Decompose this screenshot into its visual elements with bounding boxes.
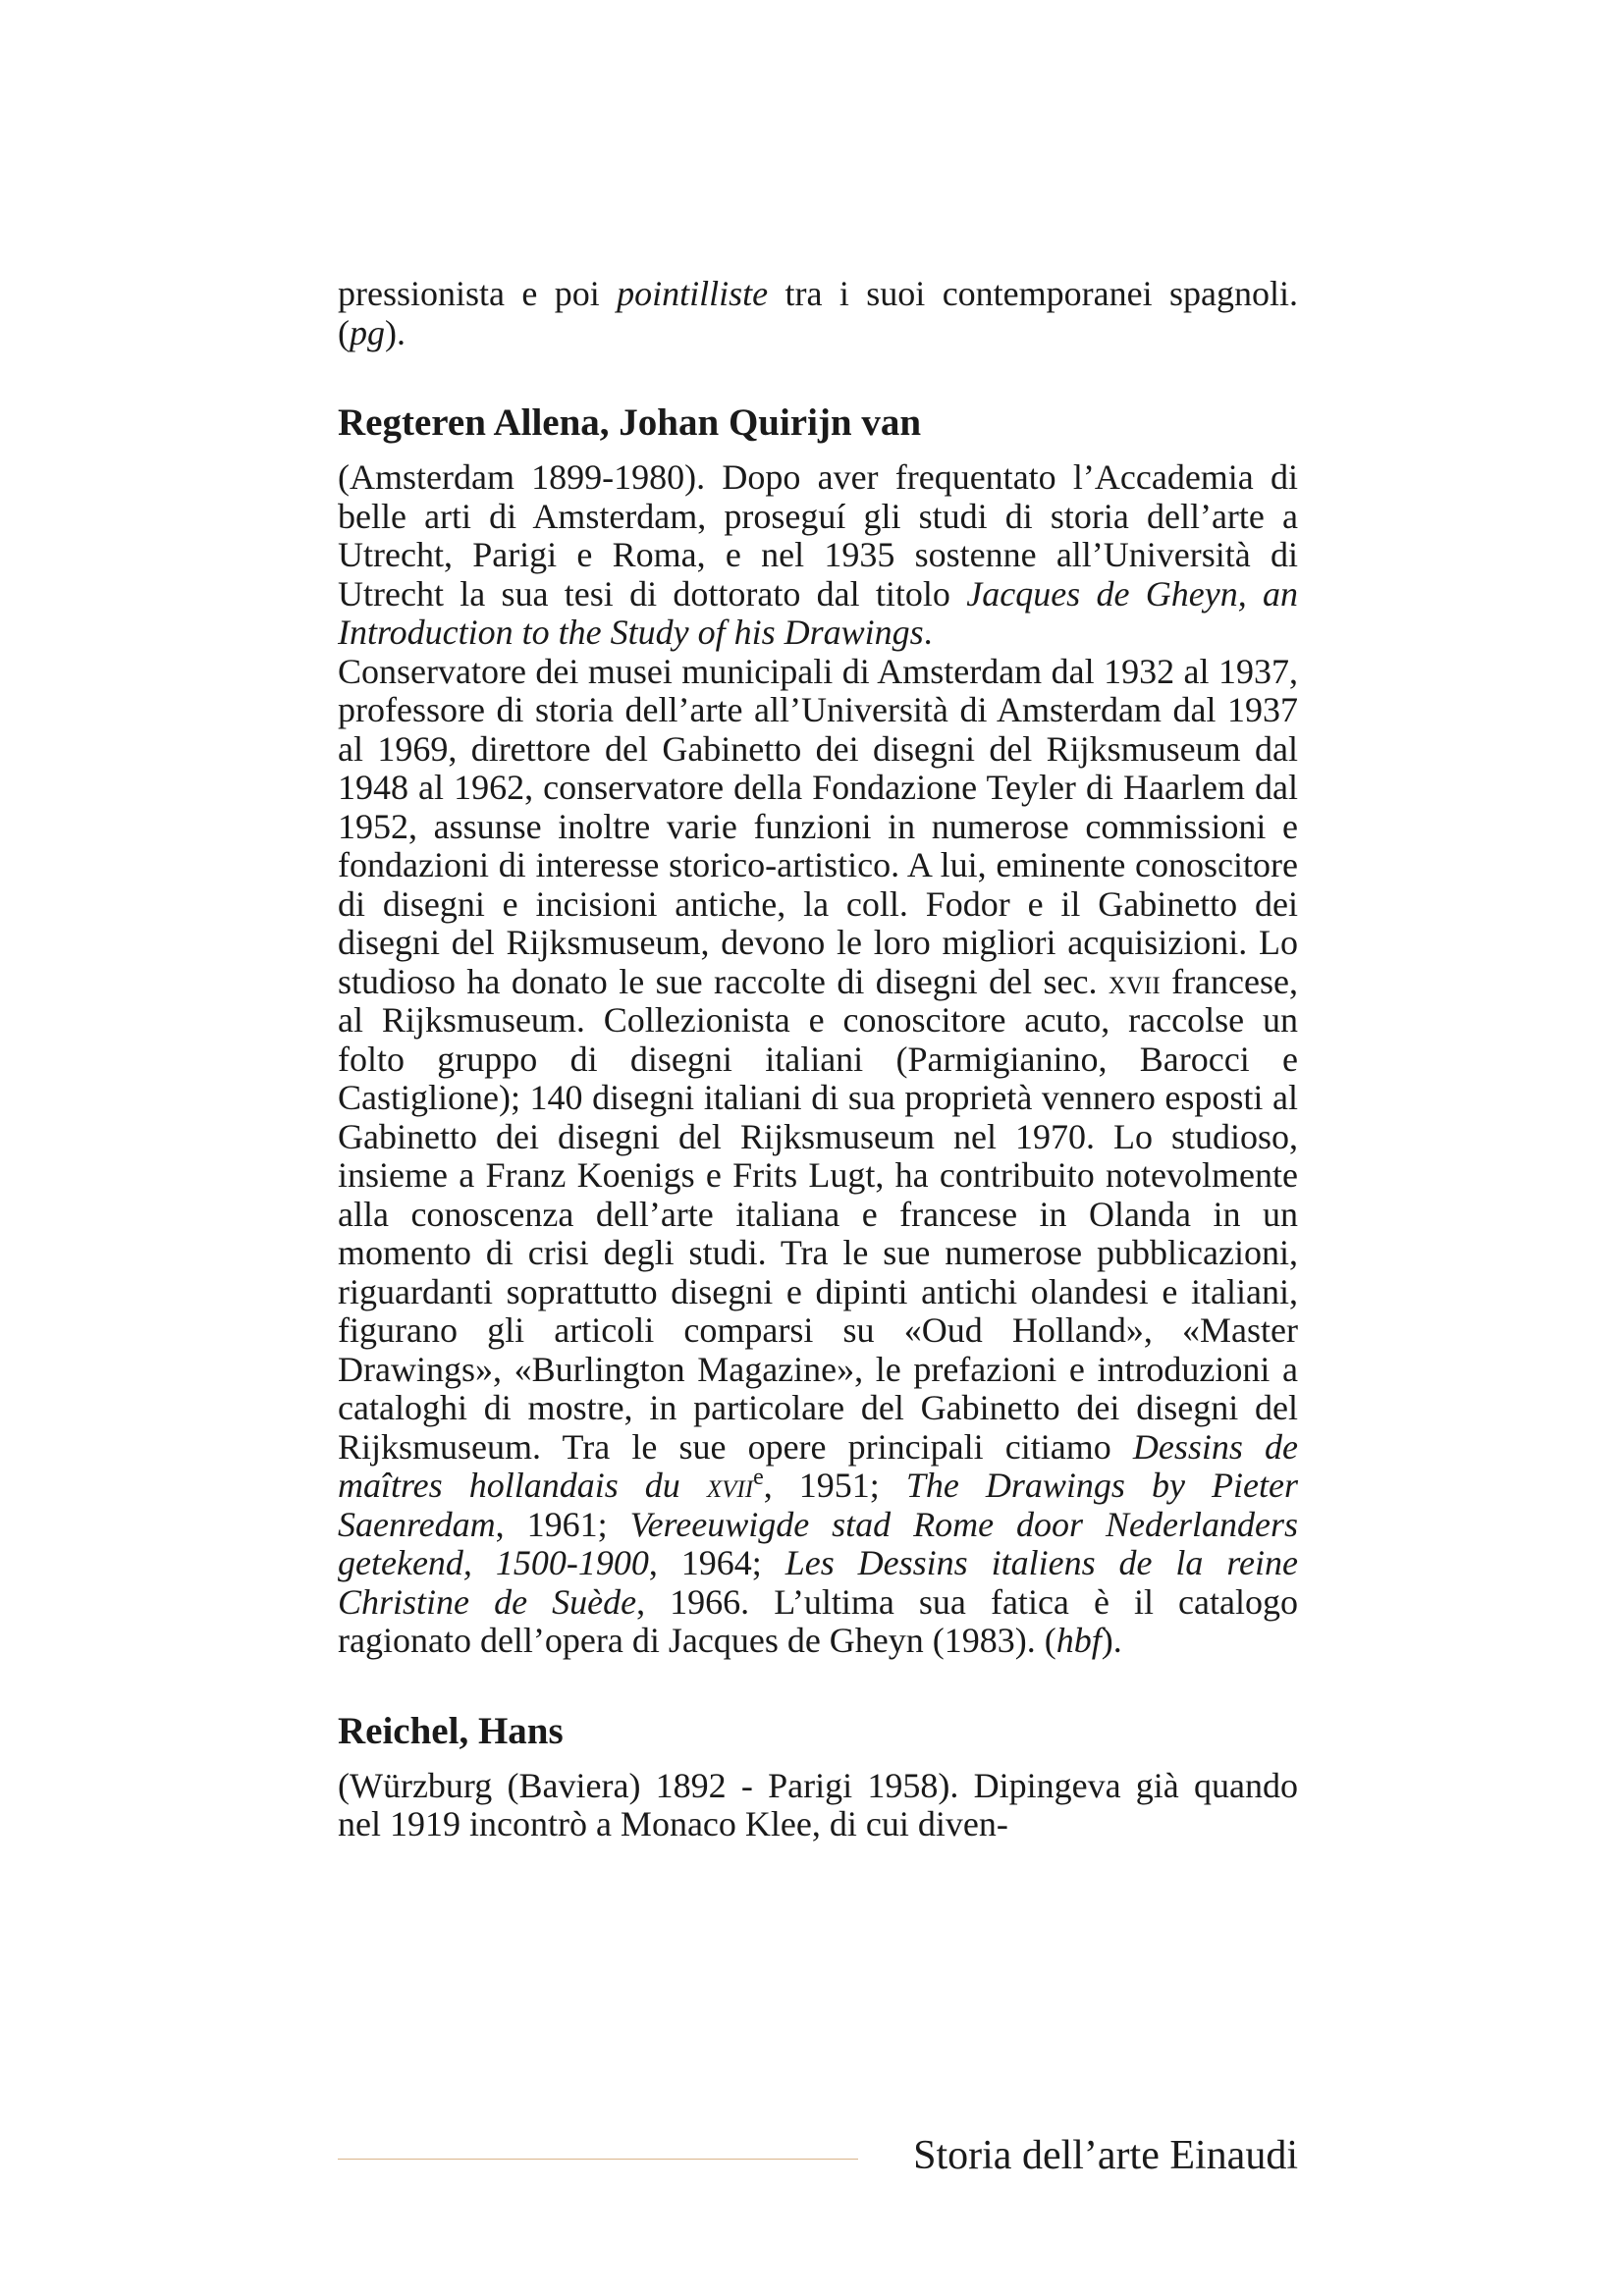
entry-regteren-paragraph-1 [338, 458, 1298, 653]
superscript: e [753, 1465, 764, 1490]
intro-text: ). [385, 312, 406, 352]
intro-italic-term: pointilliste [617, 274, 769, 313]
body-text: , 1964; [648, 1543, 785, 1582]
intro-text: pressionista e poi [338, 274, 618, 313]
body-text: . [923, 613, 933, 652]
work-title: Jacques de Gheyn, an Introduction to the Study of his Drawings [338, 573, 1298, 652]
work-title: The Drawings by Pieter Saenredam [338, 1466, 1298, 1544]
body-text: (Würzburg (Baviera) 1892 - Parigi 1958). Dipingeva già quando nel 1919 incontrò a Monaco Klee, di cui diven- [338, 1765, 1298, 1843]
entry-regteren-paragraph-2 [338, 653, 1298, 1661]
intro-paragraph [338, 275, 1298, 352]
body-text: , 1966. L’ultima sua fatica è il catalogo ragionato dell’opera di Jacques de Gheyn (1983). ( [338, 1581, 1299, 1660]
body-text: francese, al Rijksmuseum. Collezionista e conoscitore acuto, raccolse un folto gruppo di disegni italiani (Parmigianino, Barocci e Castiglione); 140 disegni italiani di sua proprietà vennero esposti al Gabinetto dei disegni del Rijksmuseum nel 1970. Lo studioso, insieme a Franz Koenigs e Frits Lugt, ha contribuito notevolmente alla conoscenza dell’arte italiana e francese in Olanda in un momento di crisi degli studi. Tra le sue numerose pubblicazioni, riguardanti soprattutto disegni e dipinti antichi olandesi e italiani, figurano gli articoli comparsi su «Oud Holland», «Master Drawings», «Burlington Magazine», le prefazioni e introduzioni a cataloghi di mostre, in particolare del Gabinetto dei disegni del Rijksmuseum. Tra le sue opere principali citiamo [338, 961, 1298, 1467]
work-title: Vereeuwigde stad Rome door Nederlanders getekend, 1500-1900 [338, 1504, 1298, 1582]
entry-title-regteren: Regteren Allena, Johan Quirijn van [338, 401, 922, 444]
text-column [338, 275, 1298, 1844]
body-text: (Amsterdam 1899-1980). Dopo aver frequentato l’Accademia di belle arti di Amsterdam, proseguí gli studi di storia dell’arte a Utrecht, Parigi e Roma, e nel 1935 sostenne all’Università di Utrecht la sua tesi di dottorato dal titolo [338, 457, 1298, 614]
footer-rule [338, 2159, 858, 2160]
century-numeral: xvii [706, 1466, 754, 1505]
author-initials: hbf [1055, 1621, 1102, 1660]
author-initials: pg [350, 312, 385, 352]
body-text: ). [1101, 1621, 1122, 1660]
body-text: , 1951; [763, 1466, 906, 1505]
body-text: Conservatore dei musei municipali di Amsterdam dal 1932 al 1937, professore di storia dell’arte all’Università di Amsterdam dal 1937 al 1969, direttore del Gabinetto dei disegni del Rijksmuseum dal 1948 al 1962, conservatore della Fondazione Teyler di Haarlem dal 1952, assunse inoltre varie funzioni in numerose commissioni e fondazioni di interesse storico-artistico. A lui, eminente conoscitore di disegni e incisioni antiche, la coll. Fodor e il Gabinetto dei disegni del Rijksmuseum, devono le loro migliori acquisizioni. Lo studioso ha donato le sue raccolte di disegni del sec. [338, 651, 1298, 1001]
footer-label: Storia dell’arte Einaudi [913, 2133, 1298, 2178]
entry-reichel-paragraph-1 [338, 1767, 1298, 1844]
century-numeral: xvii [1108, 961, 1161, 1001]
intro-text: tra i suoi contemporanei spagnoli. ( [338, 274, 1298, 352]
entry-title-reichel: Reichel, Hans [338, 1709, 564, 1752]
work-title: Les Dessins italiens de la reine Christine de Suède [338, 1543, 1298, 1622]
work-title: Dessins de maîtres hollandais du [338, 1426, 1298, 1505]
body-text: , 1961; [495, 1504, 630, 1544]
